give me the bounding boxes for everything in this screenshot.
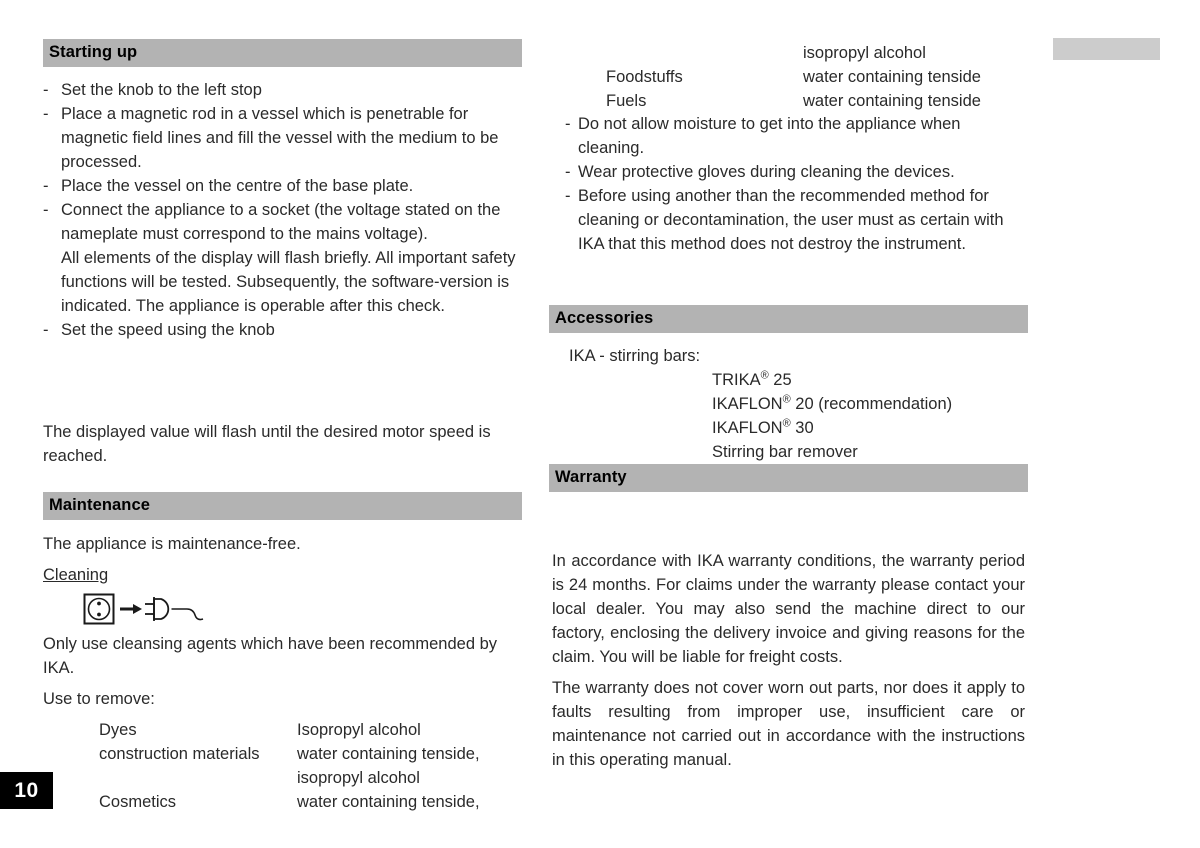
- cleaning-agents-table-continued: [606, 41, 981, 113]
- cleaning-notes-list: [565, 112, 1030, 256]
- substance-cell: Foodstuffs: [606, 68, 683, 86]
- substance-cell: Dyes: [99, 721, 137, 739]
- dash-marker: -: [43, 105, 49, 123]
- section-header-maintenance: Maintenance: [43, 492, 522, 520]
- cleansing-agents-note: Only use cleansing agents which have been recommended by IKA.: [43, 635, 498, 677]
- agent-cell: isopropyl alcohol: [297, 769, 420, 787]
- list-item: [712, 368, 952, 392]
- accessory-name: Stirring bar remover: [712, 443, 858, 461]
- list-item: [43, 102, 522, 174]
- substance-cell: Fuels: [606, 92, 647, 110]
- list-item-text: Set the speed using the knob: [61, 321, 275, 339]
- list-item: [43, 198, 522, 246]
- list-item: [565, 160, 1030, 184]
- registered-mark: ®: [782, 417, 791, 430]
- agent-cell: water containing tenside,: [297, 793, 480, 811]
- socket-to-plug-icon: [83, 593, 208, 625]
- substance-cell: [99, 766, 297, 790]
- substance-cell: Cosmetics: [99, 793, 177, 811]
- starting-up-steps-list: [43, 78, 522, 342]
- list-item-text: Set the knob to the left stop: [61, 81, 262, 99]
- table-row: [606, 41, 981, 65]
- dash-marker: -: [565, 115, 571, 133]
- registered-mark: ®: [782, 393, 791, 406]
- continuation-text: All elements of the display will flash briefly. All important safety functions will be tested. Subsequently, the software-version is indicated. The appliance is operable after this check.: [61, 249, 516, 315]
- accessory-suffix: 20 (recommendation): [790, 395, 953, 413]
- cleaning-subheading: Cleaning: [43, 566, 109, 584]
- dash-marker: -: [43, 321, 49, 339]
- substance-cell: [606, 41, 803, 65]
- accessories-lead: IKA - stirring bars:: [569, 347, 701, 365]
- section-header-stub-bar: [1053, 38, 1160, 60]
- list-item-continuation: [43, 246, 522, 318]
- accessory-name: TRIKA: [712, 371, 761, 389]
- agent-cell: isopropyl alcohol: [803, 44, 926, 62]
- table-row: [99, 766, 480, 790]
- table-row: [99, 742, 480, 766]
- list-item: [43, 318, 522, 342]
- agent-cell: water containing tenside,: [297, 745, 480, 763]
- accessories-items: [712, 368, 952, 464]
- list-item: [712, 416, 952, 440]
- accessory-name: IKAFLON: [712, 395, 783, 413]
- dash-marker: -: [43, 177, 49, 195]
- agent-cell: water containing tenside: [803, 68, 981, 86]
- table-row: [99, 790, 480, 814]
- list-item-text: Wear protective gloves during cleaning the devices.: [578, 163, 955, 181]
- section-header-starting-up: Starting up: [43, 39, 522, 67]
- list-item-text: Connect the appliance to a socket (the voltage stated on the nameplate must correspond to the mains voltage).: [61, 201, 501, 243]
- section-header-warranty: Warranty: [549, 464, 1028, 492]
- starting-up-closing-paragraph: The displayed value will flash until the desired motor speed is reached.: [43, 423, 491, 465]
- maintenance-intro: The appliance is maintenance-free.: [43, 535, 301, 553]
- accessory-suffix: 30: [790, 419, 814, 437]
- list-item-text: Do not allow moisture to get into the appliance when cleaning.: [578, 115, 961, 157]
- accessory-suffix: 25: [768, 371, 792, 389]
- list-item: [712, 392, 952, 416]
- dash-marker: -: [565, 187, 571, 205]
- table-row: [99, 718, 480, 742]
- list-item: [565, 112, 1030, 160]
- list-item-text: Before using another than the recommended method for cleaning or decontamination, the user must as certain with IKA that this method does not destroy the instrument.: [578, 187, 1004, 253]
- dash-marker: -: [565, 163, 571, 181]
- list-item: [43, 174, 522, 198]
- page-number-badge: 10: [0, 772, 53, 809]
- agent-cell: Isopropyl alcohol: [297, 721, 421, 739]
- section-header-accessories: Accessories: [549, 305, 1028, 333]
- agent-cell: water containing tenside: [803, 92, 981, 110]
- use-to-remove-label: Use to remove:: [43, 690, 155, 708]
- list-item-text: Place the vessel on the centre of the base plate.: [61, 177, 414, 195]
- list-item: [565, 184, 1030, 256]
- warranty-paragraph-2: The warranty does not cover worn out parts, nor does it apply to faults resulting from improper use, insufficient care or maintenance not carried out in accordance with the instructions in this operating manual.: [552, 679, 1025, 769]
- dash-marker: -: [43, 81, 49, 99]
- cleaning-agents-table: [99, 718, 480, 814]
- accessory-name: IKAFLON: [712, 419, 783, 437]
- list-item-text: Place a magnetic rod in a vessel which is penetrable for magnetic field lines and fill the vessel with the medium to be processed.: [61, 105, 499, 171]
- warranty-paragraph-1: In accordance with IKA warranty conditions, the warranty period is 24 months. For claims under the warranty please contact your local dealer. You may also send the machine direct to our factory, enclosing the delivery invoice and giving reasons for the claim. You will be liable for freight costs.: [552, 552, 1025, 666]
- table-row: [606, 89, 981, 113]
- list-item: [43, 78, 522, 102]
- registered-mark: ®: [760, 369, 769, 382]
- list-item: [712, 440, 952, 464]
- substance-cell: construction materials: [99, 745, 260, 763]
- dash-marker: -: [43, 201, 49, 219]
- table-row: [606, 65, 981, 89]
